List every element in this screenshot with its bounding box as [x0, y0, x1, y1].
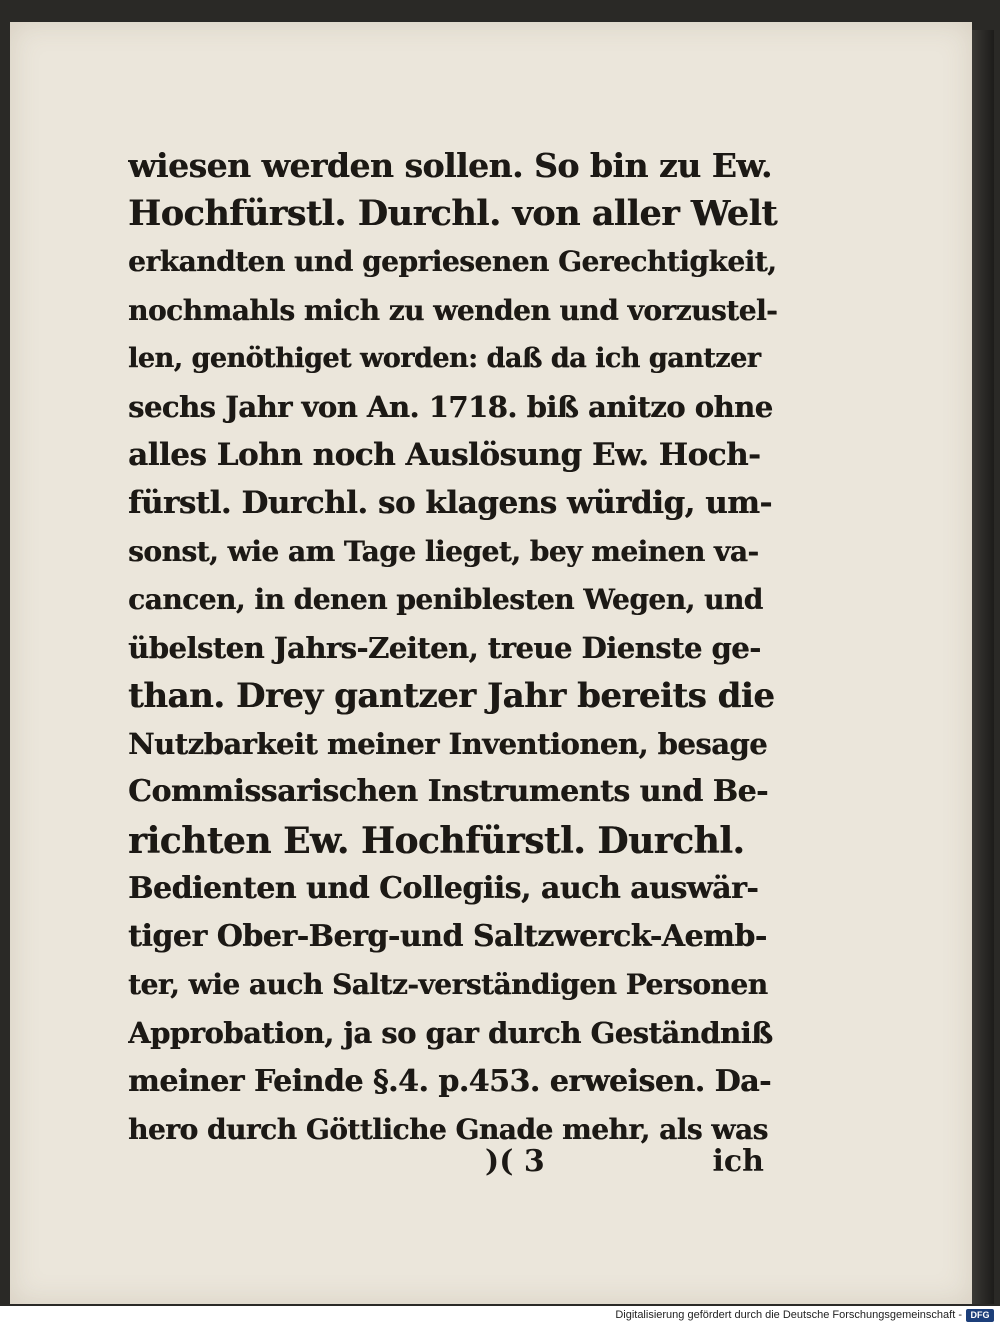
text-line: than. Drey gantzer Jahr bereits die [128, 676, 775, 717]
signature-mark: )( 3 [485, 1144, 545, 1179]
text-line: nochmahls mich zu wenden und vorzustel- [128, 293, 778, 327]
text-line: ter, wie auch Saltz-verständigen Personen [128, 968, 768, 1002]
text-line: erkandten und gepriesenen Gerechtigkeit, [128, 245, 777, 279]
text-line: richten Ew. Hochfürstl. Durchl. [128, 819, 745, 862]
text-line: meiner Feinde §.4. p.453. erweisen. Da- [128, 1063, 771, 1099]
text-line: sechs Jahr von An. 1718. biß anitzo ohne [128, 389, 773, 424]
text-line: tiger Ober-Berg-und Saltzwerck-Aemb- [128, 919, 767, 954]
text-line: Commissarischen Instruments und Be- [128, 774, 768, 810]
text-line: alles Lohn noch Auslösung Ew. Hoch- [128, 437, 761, 474]
text-line: Approbation, ja so gar durch Geständniß [128, 1016, 773, 1051]
book-page [10, 22, 972, 1304]
text-line: hero durch Göttliche Gnade mehr, als was [128, 1112, 768, 1146]
text-line: len, genöthiget worden: daß da ich gantzer [128, 342, 761, 374]
text-line: Nutzbarkeit meiner Inventionen, besage [128, 727, 768, 762]
text-line: Hochfürstl. Durchl. von aller Welt [128, 193, 777, 235]
page-footer [128, 1144, 778, 1184]
text-line: sonst, wie am Tage lieget, bey meinen va- [128, 534, 759, 568]
dfg-logo-icon[interactable]: DFG [966, 1309, 994, 1322]
credit-bar [0, 1306, 1000, 1326]
text-line: übelsten Jahrs-Zeiten, treue Dienste ge- [128, 630, 761, 665]
text-line: wiesen werden sollen. So bin zu Ew. [128, 146, 772, 185]
page-text [128, 142, 778, 1154]
text-line: cancen, in denen peniblesten Wegen, und [128, 582, 763, 616]
page-edge [972, 30, 994, 1304]
catchword: ich [712, 1144, 764, 1179]
text-line: fürstl. Durchl. so klagens würdig, um- [128, 485, 772, 522]
text-line: Bedienten und Collegiis, auch auswär- [128, 870, 759, 906]
credit-text: Digitalisierung gefördert durch die Deutsche Forschungsgemeinschaft - [615, 1309, 962, 1321]
